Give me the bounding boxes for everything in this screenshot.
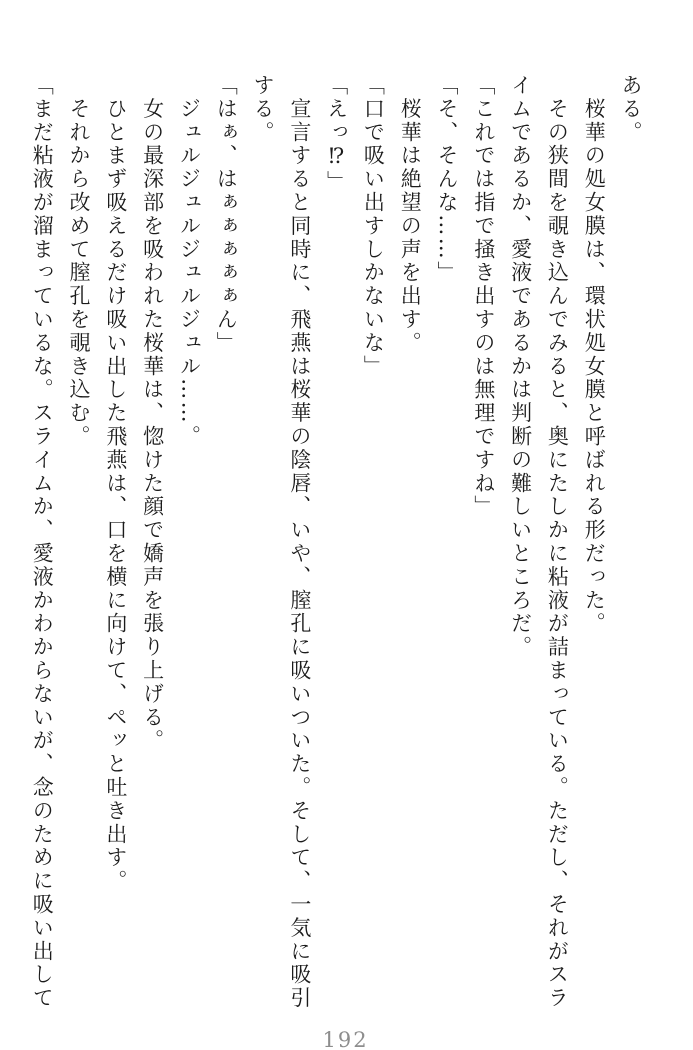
paragraph: 宣言すると同時に、飛燕は桜華の陰唇、いや、膣孔に吸いついた。そして、一気に吸引する。 — [251, 74, 312, 1010]
paragraph: 桜華の処女膜は、環状処女膜と呼ばれる形だった。 — [582, 74, 607, 636]
paragraph-dialogue: 「これでは指で掻き出すのは無理ですね」 — [471, 74, 496, 519]
page-text — [23, 74, 649, 1018]
paragraph-dialogue: 「はぁ、はぁぁぁぁぁん」 — [214, 74, 239, 355]
paragraph-dialogue: 「えっ⁉」 — [324, 74, 349, 194]
paragraph: その狭間を覗き込んでみると、奥にたしかに粘液が詰まっている。ただし、それがスライムであるか、愛液であるかは判断の難しいところだ。 — [508, 74, 570, 1010]
paragraph-dialogue: 「口で吸い出すしかないな」 — [361, 74, 386, 379]
paragraph: ジュルジュルジュルジュル……。 — [177, 74, 202, 449]
paragraph: 桜華は絶望の声を出す。 — [398, 74, 423, 355]
paragraph: ひとまず吸えるだけ吸い出した飛燕は、口を横に向けて、ペッと吐き出す。 — [103, 74, 128, 893]
page-number: 192 — [322, 1028, 369, 1050]
paragraph-dialogue: 「そ、そんな……」 — [435, 74, 460, 285]
paragraph: それから改めて膣孔を覗き込む。 — [67, 74, 92, 449]
paragraph-dialogue: 「まだ粘液が溜まっているな。スライムか、愛液かわからないが、念のために吸い出して — [30, 74, 55, 1010]
paragraph: ある。 — [619, 74, 643, 145]
paragraph: 女の最深部を吸われた桜華は、惚けた顔で嬌声を張り上げる。 — [140, 74, 165, 753]
